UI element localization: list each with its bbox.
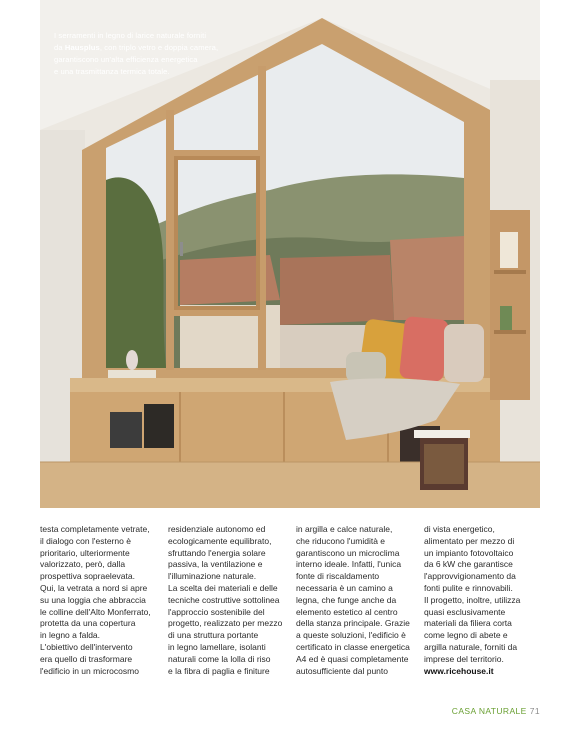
text-line: l'approccio sostenibile del [168,606,265,617]
text-line: su una loggia che abbraccia [40,594,146,605]
caption-brand: Hausplus [64,43,100,52]
caption-line: da [54,43,65,52]
text-line: La scelta dei materiali e delle [168,582,278,593]
text-line: era quello di trasformare [40,653,133,664]
text-line: l'illuminazione naturale. [168,571,257,582]
text-line: della stanza principale. Grazie [296,618,410,629]
page-footer [452,706,540,716]
caption-line: I serramenti in legno di larice naturale forniti [54,31,207,40]
text-line: progetto, realizzato per mezzo [168,618,283,629]
text-line: argilla naturale, forniti da [424,641,518,652]
text-line: imprese del territorio. [424,653,504,664]
text-line: di una struttura portante [168,630,259,641]
text-line: prioritario, ulteriormente [40,547,130,558]
text-line: protetta da una copertura [40,618,136,629]
text-line: fonti pulite e rinnovabili. [424,582,513,593]
text-line: certificato in classe energetica [296,641,410,652]
text-line: materiali da filiera corta [424,618,512,629]
article-column-3 [296,524,414,677]
text-line: l'edificio in un microcosmo [40,665,139,676]
text-line: naturali come la lolla di riso [168,653,271,664]
text-line: il dialogo con l'esterno è [40,535,131,546]
text-line: come legno di abete e [424,630,508,641]
caption-line: , con triplo vetro e doppia camera, [99,43,219,52]
text-line: da 6 kW che garantisce [424,559,513,570]
text-line: ecologicamente equilibrato, [168,535,272,546]
text-line: L'obiettivo dell'intervento [40,641,133,652]
text-line: garantiscono un microclima [296,547,400,558]
text-line: in argilla e calce naturale, [296,524,393,534]
text-line: testa completamente vetrate, [40,524,150,534]
page-number: 71 [529,706,540,716]
text-line: tecniche costruttive sottolinea [168,594,280,605]
text-line: in legno a falda. [40,630,101,641]
text-line: e la fibra di paglia e finiture [168,665,270,676]
caption-line: garantiscono un'alta efficienza energetica [54,55,198,64]
website-link[interactable]: www.ricehouse.it [424,665,494,676]
article-column-4 [424,524,542,677]
text-line: prospettiva sopraelevata. [40,571,135,582]
magazine-name: CASA NATURALE [451,706,527,716]
text-line: di vista energetico, [424,524,495,534]
text-line: un impianto fotovoltaico [424,547,514,558]
photo-caption [54,30,264,78]
text-line: a queste soluzioni, l'edificio è [296,630,406,641]
text-line: interno ideale. Infatti, l'unica [296,559,402,570]
text-line: necessaria è un camino a [296,582,393,593]
text-line: autosufficiente dal punto [296,665,388,676]
text-line: A4 ed è quasi completamente [296,653,409,664]
caption-line: e una trasmittanza termica totale. [54,67,170,76]
text-line: Qui, la vetrata a nord si apre [40,582,148,593]
text-line: fonte di riscaldamento [296,571,380,582]
text-line: l'approvvigionamento da [424,571,516,582]
text-line: residenziale autonomo ed [168,524,266,534]
article-column-1 [40,524,158,677]
text-line: le colline dell'Alto Monferrato, [40,606,151,617]
text-line: legna, che funge anche da [296,594,397,605]
text-line: elemento estetico al centro [296,606,398,617]
text-line: che riducono l'umidità e [296,535,386,546]
text-line: passiva, la ventilazione e [168,559,263,570]
text-line: alimentato per mezzo di [424,535,515,546]
article-body [40,524,540,704]
text-line: valorizzato, però, dalla [40,559,126,570]
text-line: sfruttando l'energia solare [168,547,266,558]
text-line: Il progetto, inoltre, utilizza [424,594,521,605]
article-column-2 [168,524,286,677]
text-line: quasi esclusivamente [424,606,506,617]
text-line: in legno lamellare, isolanti [168,641,266,652]
